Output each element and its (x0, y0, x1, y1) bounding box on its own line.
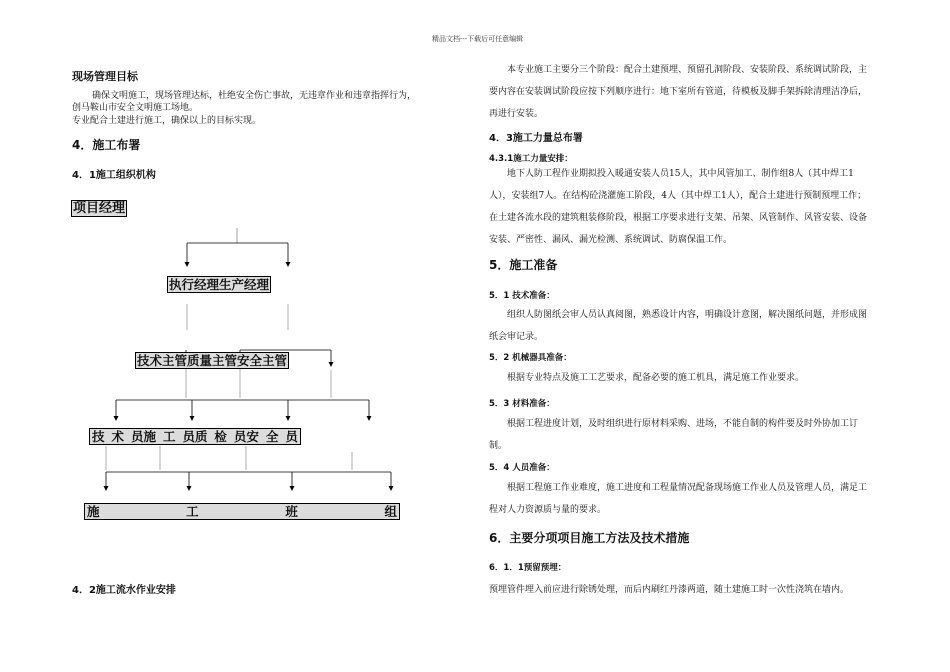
staff-text: 检 (214, 429, 227, 444)
staff-text: 员 (285, 429, 298, 444)
goal-line-1: 确保文明施工，现场管理达标，杜绝安全伤亡事故，无违章作业和违章指挥行为， (92, 91, 417, 101)
intro-paragraph: 本专业施工主要分三个阶段：配合土建预埋、预留孔洞阶段、安装阶段、系统调试阶段，主要内容在安装调试阶段应按下列顺序进行：地下室所有管道，待模板及脚手架拆除清理洁净后，再进行安装。 (489, 65, 868, 119)
staff-text: 员质 (182, 429, 208, 444)
staff-text: 技 (92, 429, 105, 444)
section-4-3-title: 4．3施工力量总布署 (489, 133, 583, 144)
section-6-1-1-title: 6．1．1预留预埋： (489, 563, 567, 573)
paragraph-5-2: 根据专业特点及施工工艺要求，配备必要的施工机具，满足施工作业要求。 (507, 373, 805, 383)
staff-text: 员施 (130, 429, 156, 444)
org-box-staff (89, 428, 301, 445)
goal-line-3: 专业配合土建进行施工，确保以上的目标实现。 (72, 116, 262, 126)
staff-text: 术 (111, 429, 124, 444)
staff-text: 工 (162, 429, 176, 444)
section-5-title: 5．施工准备 (489, 258, 558, 272)
page-header: 精品文档---下载后可任意编辑 (432, 35, 524, 43)
section-4-title: 4．施工布署 (72, 138, 141, 152)
team-text: 组 (384, 504, 397, 519)
section-5-2-title: 5．2 机械器具准备： (489, 353, 572, 363)
paragraph-4-3-1: 地下人防工程作业期拟投入暖通安装人员15人，其中风管加工、制作组8人（其中焊工1人），安装组7人。在结构砼浇灌施工阶段，4人（其中焊工1人），配合土建进行预制预埋工作；在土建各流水段的建筑粗装修阶段，根据工序要求进行支架、吊架、风管制作、风管安装、设备安装、严密性、漏风、漏光检测、系统调试、防腐保温工作。 (489, 169, 868, 245)
paragraph-5-1: 组织人防图纸会审人员认真阅图，熟悉设计内容，明确设计意图，解决图纸问题，并形成图纸会审记录。 (489, 310, 868, 342)
paragraph-6-1-1: 预埋管件埋入前应进行除锈处理，而后内刷红丹漆两道，随土建施工时一次性浇筑在墙内。 (489, 585, 850, 595)
team-text: 施 (87, 504, 100, 519)
section-5-4-title: 5．4 人员准备： (489, 463, 555, 473)
staff-text: 员安 (233, 429, 259, 444)
section-4-2-title: 4．2施工流水作业安排 (72, 585, 176, 596)
org-box-supervisors: 技术主管质量主管安全主管 (137, 353, 288, 368)
section-6-title: 6．主要分项项目施工方法及技术措施 (489, 531, 690, 545)
team-text: 工 (186, 504, 199, 519)
section-5-3-title: 5．3 材料准备： (489, 399, 555, 409)
team-text: 班 (285, 504, 298, 519)
section-5-1-title: 5．1 技术准备： (489, 291, 555, 301)
staff-text: 全 (265, 429, 279, 444)
org-box-project-manager: 项目经理 (73, 201, 126, 216)
section-4-3-1-title: 4.3.1施工力量安排： (489, 154, 573, 164)
org-box-executive-manager: 执行经理生产经理 (169, 277, 270, 292)
goal-title: 现场管理目标 (72, 70, 138, 83)
paragraph-5-3: 根据工程进度计划，及时组织进行原材料采购、进场，不能自制的构件要及时外协加工订制。 (489, 419, 859, 451)
goal-line-2: 创马鞍山市安全文明施工场地。 (72, 103, 199, 113)
paragraph-5-4: 根据工程施工作业难度，施工进度和工程量情况配备现场施工作业人员及管理人员，满足工程对人力资源质与量的要求。 (489, 483, 868, 515)
org-box-work-team (84, 503, 400, 520)
section-4-1-title: 4．1施工组织机构 (72, 170, 156, 181)
